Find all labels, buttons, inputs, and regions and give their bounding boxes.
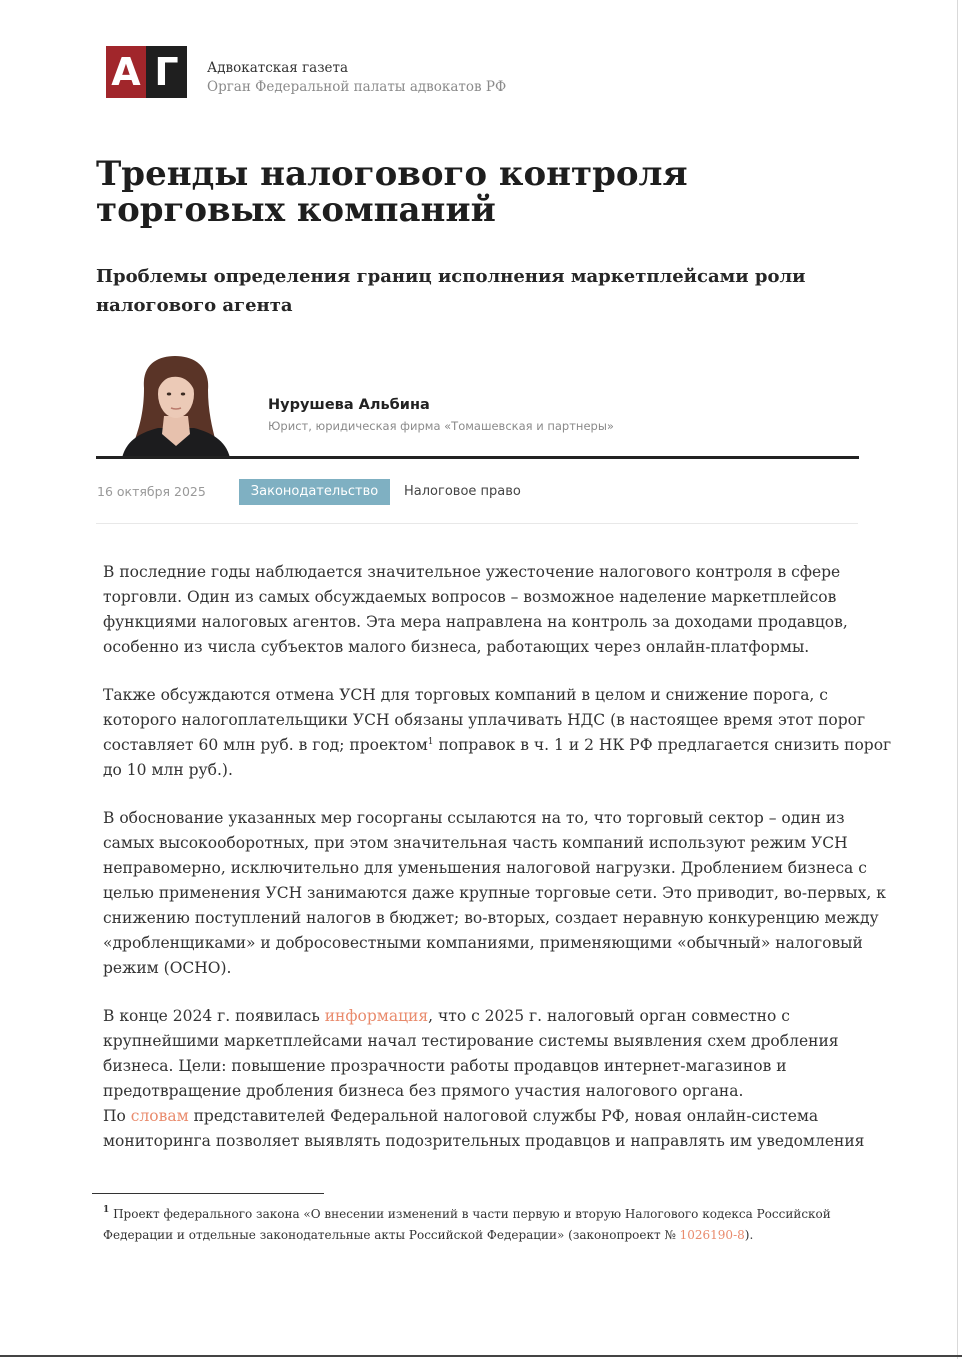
information-link[interactable]: информация bbox=[324, 1007, 429, 1025]
article-subtitle-line: Проблемы определения границ исполнения маркетплейсами роли bbox=[96, 266, 806, 287]
paragraph-line: до 10 млн руб.). bbox=[103, 761, 233, 779]
words-link[interactable]: словам bbox=[130, 1107, 189, 1125]
meta-divider bbox=[96, 523, 858, 524]
paragraph-line: В обоснование указанных мер госорганы ссылаются на то, что торговый сектор – один из bbox=[103, 809, 845, 827]
paragraph-line: «дробленщиками» и добросовестными компаниями, применяющими «обычный» налоговый bbox=[103, 934, 863, 952]
paragraph-line: снижению поступлений налогов в бюджет; во-вторых, создает неравную конкуренцию между bbox=[103, 909, 879, 927]
paragraph-line: особенно из числа субъектов малого бизнеса, работающих через онлайн-платформы. bbox=[103, 638, 810, 656]
article-body bbox=[103, 560, 893, 1154]
logo-letter-g: Г bbox=[146, 46, 187, 98]
author-divider bbox=[96, 456, 859, 459]
paragraph-line: бизнеса. Цели: повышение прозрачности работы продавцов интернет-магазинов и bbox=[103, 1057, 787, 1075]
text-fragment: представителей Федеральной налоговой службы РФ, новая онлайн-система bbox=[188, 1107, 819, 1125]
text-fragment: Проект федерального закона «О внесении изменений в части первую и вторую Налогового кодекса Российской bbox=[109, 1207, 831, 1221]
article-subtitle bbox=[96, 262, 856, 320]
paragraph-line: мониторинга позволяет выявлять подозрительных продавцов и направлять им уведомления bbox=[103, 1132, 865, 1150]
paragraph-line: функциями налоговых агентов. Эта мера направлена на контроль за доходами продавцов, bbox=[103, 613, 848, 631]
article-title-line: Тренды налогового контроля bbox=[96, 154, 688, 194]
text-fragment: Федерации и отдельные законодательные акты Российской Федерации» (законопроект № bbox=[103, 1228, 680, 1242]
footnote-divider bbox=[92, 1193, 324, 1194]
publication-subtitle: Орган Федеральной палаты адвокатов РФ bbox=[207, 79, 507, 95]
author-photo bbox=[118, 354, 234, 458]
footnote-ref[interactable]: 1 bbox=[427, 737, 434, 747]
publication-date: 16 октября 2025 bbox=[97, 484, 206, 499]
tag-tax-law[interactable]: Налоговое право bbox=[404, 484, 521, 499]
paragraph-line: которого налогоплательщики УСН обязаны уплачивать НДС (в настоящее время этот порог bbox=[103, 711, 866, 729]
paragraph-line bbox=[103, 733, 893, 758]
author-role: Юрист, юридическая фирма «Томашевская и партнеры» bbox=[268, 419, 614, 433]
article-title-line: торговых компаний bbox=[96, 190, 496, 230]
text-fragment: поправок в ч. 1 и 2 НК РФ предлагается снизить порог bbox=[433, 736, 892, 754]
paragraph-line bbox=[103, 1104, 893, 1129]
publication-name[interactable]: Адвокатская газета bbox=[207, 60, 349, 76]
paragraph-line: самых высокооборотных, при этом значительная часть компаний используют режим УСН bbox=[103, 834, 848, 852]
text-fragment: В конце 2024 г. появилась bbox=[103, 1007, 325, 1025]
footnote-line bbox=[103, 1225, 863, 1246]
article-title bbox=[96, 156, 856, 228]
publication-logo[interactable] bbox=[106, 46, 187, 98]
paragraph-line: целью применения УСН занимаются даже крупные торговые сети. Это приводит, во-первых, к bbox=[103, 884, 886, 902]
bill-link[interactable]: 1026190-8 bbox=[679, 1228, 745, 1242]
page-edge-rule bbox=[957, 0, 958, 1359]
footnote-line bbox=[103, 1204, 863, 1225]
tag-legislation[interactable]: Законодательство bbox=[239, 479, 390, 505]
paragraph-line: В последние годы наблюдается значительное ужесточение налогового контроля в сфере bbox=[103, 563, 841, 581]
paragraph-line: режим (ОСНО). bbox=[103, 959, 232, 977]
text-fragment: ). bbox=[744, 1228, 754, 1242]
paragraph-line bbox=[103, 1004, 893, 1029]
footnote bbox=[103, 1204, 863, 1246]
text-fragment: составляет 60 млн руб. в год; проектом bbox=[103, 736, 428, 754]
page-bottom-rule bbox=[0, 1355, 962, 1357]
paragraph-line: торговли. Один из самых обсуждаемых вопросов – возможное наделение маркетплейсов bbox=[103, 588, 837, 606]
paragraph-line: неправомерно, исключительно для уменьшения налоговой нагрузки. Дроблением бизнеса с bbox=[103, 859, 867, 877]
paragraph-line: Также обсуждаются отмена УСН для торговых компаний в целом и снижение порога, с bbox=[103, 686, 828, 704]
paragraph-line: предотвращение дробления бизнеса без прямого участия налогового органа. bbox=[103, 1082, 744, 1100]
article-subtitle-line: налогового агента bbox=[96, 295, 293, 316]
author-name[interactable]: Нурушева Альбина bbox=[268, 397, 430, 413]
text-fragment: По bbox=[103, 1107, 131, 1125]
footnote-number: 1 bbox=[103, 1205, 110, 1215]
text-fragment: , что с 2025 г. налоговый орган совместно с bbox=[428, 1007, 790, 1025]
logo-letter-a: А bbox=[106, 46, 146, 98]
paragraph-line: крупнейшими маркетплейсами начал тестирование системы выявления схем дробления bbox=[103, 1032, 839, 1050]
